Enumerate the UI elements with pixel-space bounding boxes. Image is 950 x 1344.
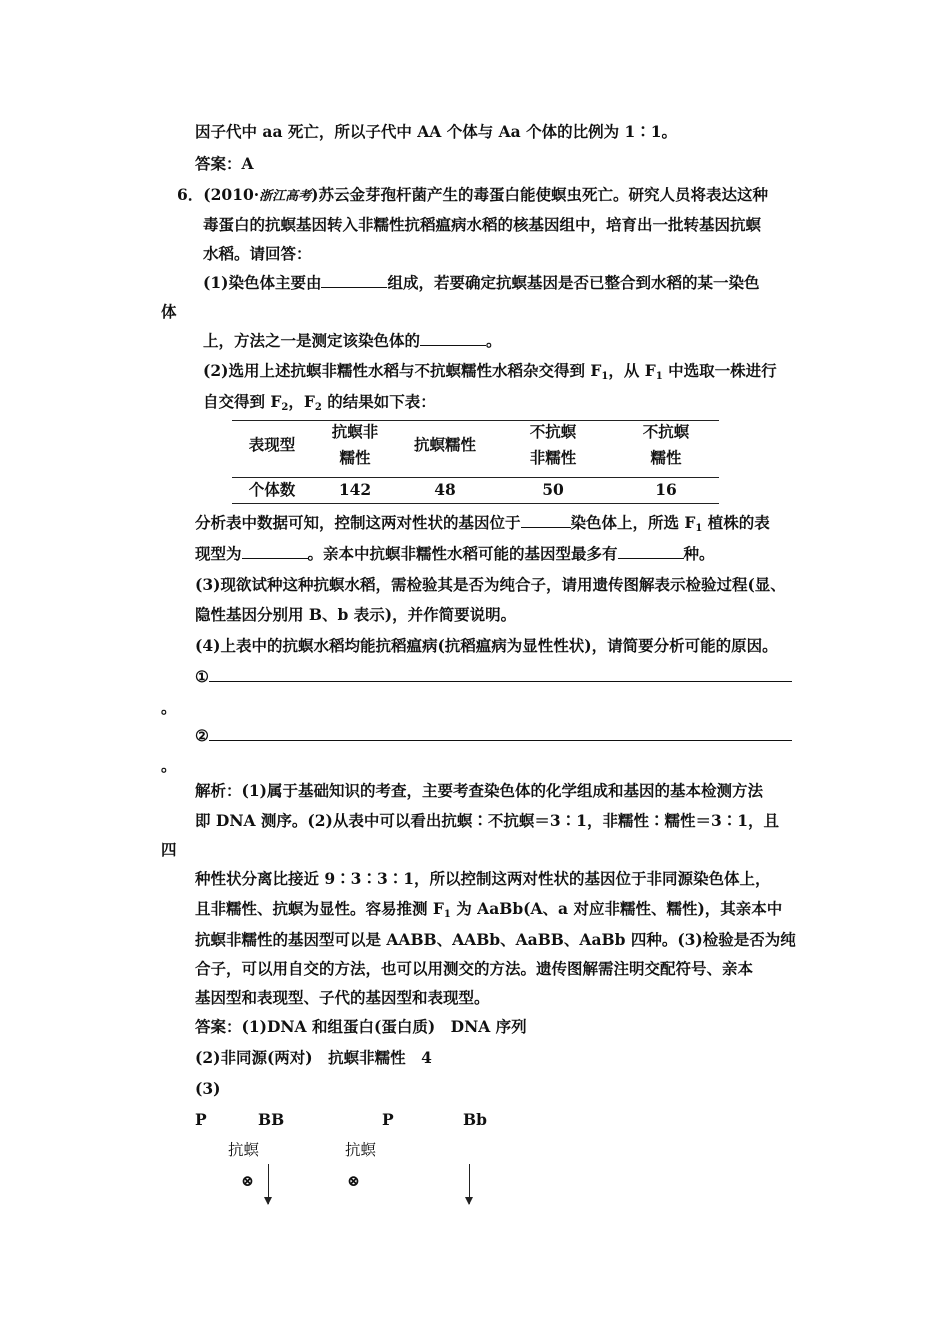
- table-cell: 48: [434, 480, 456, 499]
- table-header-cell: 抗螟非 糯性: [331, 422, 379, 467]
- text-line: (2)非同源(两对) 抗螟非糯性 4: [195, 1048, 432, 1067]
- text-line: 毒蛋白的抗螟基因转入非糯性抗稻瘟病水稻的核基因组中，培育出一批转基因抗螟: [203, 215, 762, 234]
- question-part-4: (4)上表中的抗螟水稻均能抗稻瘟病(抗稻瘟病为显性性状)，请简要分析可能的原因。: [195, 636, 778, 655]
- selfing-symbol-icon: ⊗: [347, 1171, 360, 1190]
- text-line: 。: [161, 698, 177, 717]
- genotype-label: Bb: [463, 1110, 487, 1129]
- answer-blank[interactable]: [209, 666, 792, 682]
- answer-heading: 答案：(1)DNA 和组蛋白(蛋白质) DNA 序列: [195, 1017, 527, 1036]
- question-part-1: (1)染色体主要由 组成，若要确定抗螟基因是否已整合到水稻的某一染色: [203, 273, 760, 292]
- text-line: 上，方法之一是测定该染色体的 。: [203, 331, 502, 350]
- text-line: 体: [161, 302, 177, 321]
- text-line: 合子，可以用自交的方法，也可以用测交的方法。遗传图解需注明交配符号、亲本: [195, 959, 754, 978]
- selfing-symbol-icon: ⊗: [241, 1171, 254, 1190]
- answer-blank[interactable]: [321, 272, 387, 288]
- question-6-heading: 6．(2010·浙江高考)苏云金芽孢杆菌产生的毒蛋白能使螟虫死亡。研究人员将表达这种: [177, 185, 769, 204]
- table-cell: 142: [338, 480, 372, 499]
- answer-blank[interactable]: [420, 330, 486, 346]
- text-line: 现型为 。亲本中抗螟非糯性水稻可能的基因型最多有 种。: [195, 544, 715, 563]
- text-line: 且非糯性、抗螟为显性。容易推测 $F_1$ 为 AaBb(A、a 对应非糯性、糯性)，其亲本中: [195, 899, 783, 920]
- text-line: 水稻。请回答：: [203, 244, 312, 263]
- text-line: 即 DNA 测序。(2)从表中可以看出抗螟∶不抗螟＝3∶1，非糯性∶糯性＝3∶1，且: [195, 811, 780, 830]
- table-cell: 16: [655, 480, 677, 499]
- answer-line-2: ②: [195, 725, 792, 747]
- parent-label: P: [382, 1110, 394, 1129]
- text-line: 抗螟非糯性的基因型可以是 AABB、AABb、AaBB、AaBb 四种。(3)检验是否为纯: [195, 930, 796, 949]
- phenotype-label: 抗螟: [228, 1141, 260, 1159]
- table-header-cell: 表现型: [248, 435, 296, 454]
- answer-blank[interactable]: [242, 543, 308, 559]
- table-header-cell: 不抗螟 非糯性: [529, 422, 577, 467]
- genotype-label: BB: [258, 1110, 285, 1129]
- answer-blank[interactable]: [618, 543, 684, 559]
- answer-blank[interactable]: [209, 725, 792, 741]
- answer-blank[interactable]: [521, 512, 571, 528]
- analysis-heading: 解析：(1)属于基础知识的考查，主要考查染色体的化学组成和基因的基本检测方法: [195, 781, 763, 800]
- question-part-2: (2)选用上述抗螟非糯性水稻与不抗螟糯性水稻杂交得到 $F_1$，从 $F_1$ 中选取一株进行: [203, 361, 777, 382]
- text-line: 。: [161, 756, 177, 775]
- table-row-label: 个体数: [248, 480, 296, 499]
- text-line: 种性状分离比接近 9∶3∶3∶1，所以控制这两对性状的基因位于非同源染色体上，: [195, 869, 771, 888]
- text-line: 基因型和表现型、子代的基因型和表现型。: [195, 988, 490, 1007]
- parent-label: P: [195, 1110, 207, 1129]
- text-line: 分析表中数据可知，控制这两对性状的基因位于 染色体上，所选 $F_1$ 植株的表: [195, 513, 770, 534]
- table-cell: 50: [542, 480, 564, 499]
- phenotype-label: 抗螟: [345, 1141, 377, 1159]
- text-line: 四: [161, 840, 177, 859]
- question-part-3: (3)现欲试种这种抗螟水稻，需检验其是否为纯合子，请用遗传图解表示检验过程(显、: [195, 575, 786, 594]
- text-line: 自交得到 $F_2$，$F_2$ 的结果如下表：: [203, 392, 436, 413]
- arrow-down-icon: [268, 1164, 269, 1204]
- source-tag: 浙江高考: [259, 189, 312, 204]
- text-line: 隐性基因分别用 B、b 表示)，并作简要说明。: [195, 605, 517, 624]
- answer-line: 答案：A: [195, 154, 254, 173]
- text-line: (3): [195, 1079, 221, 1098]
- table-bottom-rule: [232, 503, 719, 504]
- table-header-cell: 抗螟糯性: [413, 435, 476, 454]
- arrow-down-icon: [469, 1164, 470, 1204]
- answer-line-1: ①: [195, 666, 792, 688]
- text-line: 因子代中 aa 死亡，所以子代中 AA 个体与 Aa 个体的比例为 1∶1。: [195, 122, 678, 141]
- table-header-cell: 不抗螟 糯性: [642, 422, 690, 467]
